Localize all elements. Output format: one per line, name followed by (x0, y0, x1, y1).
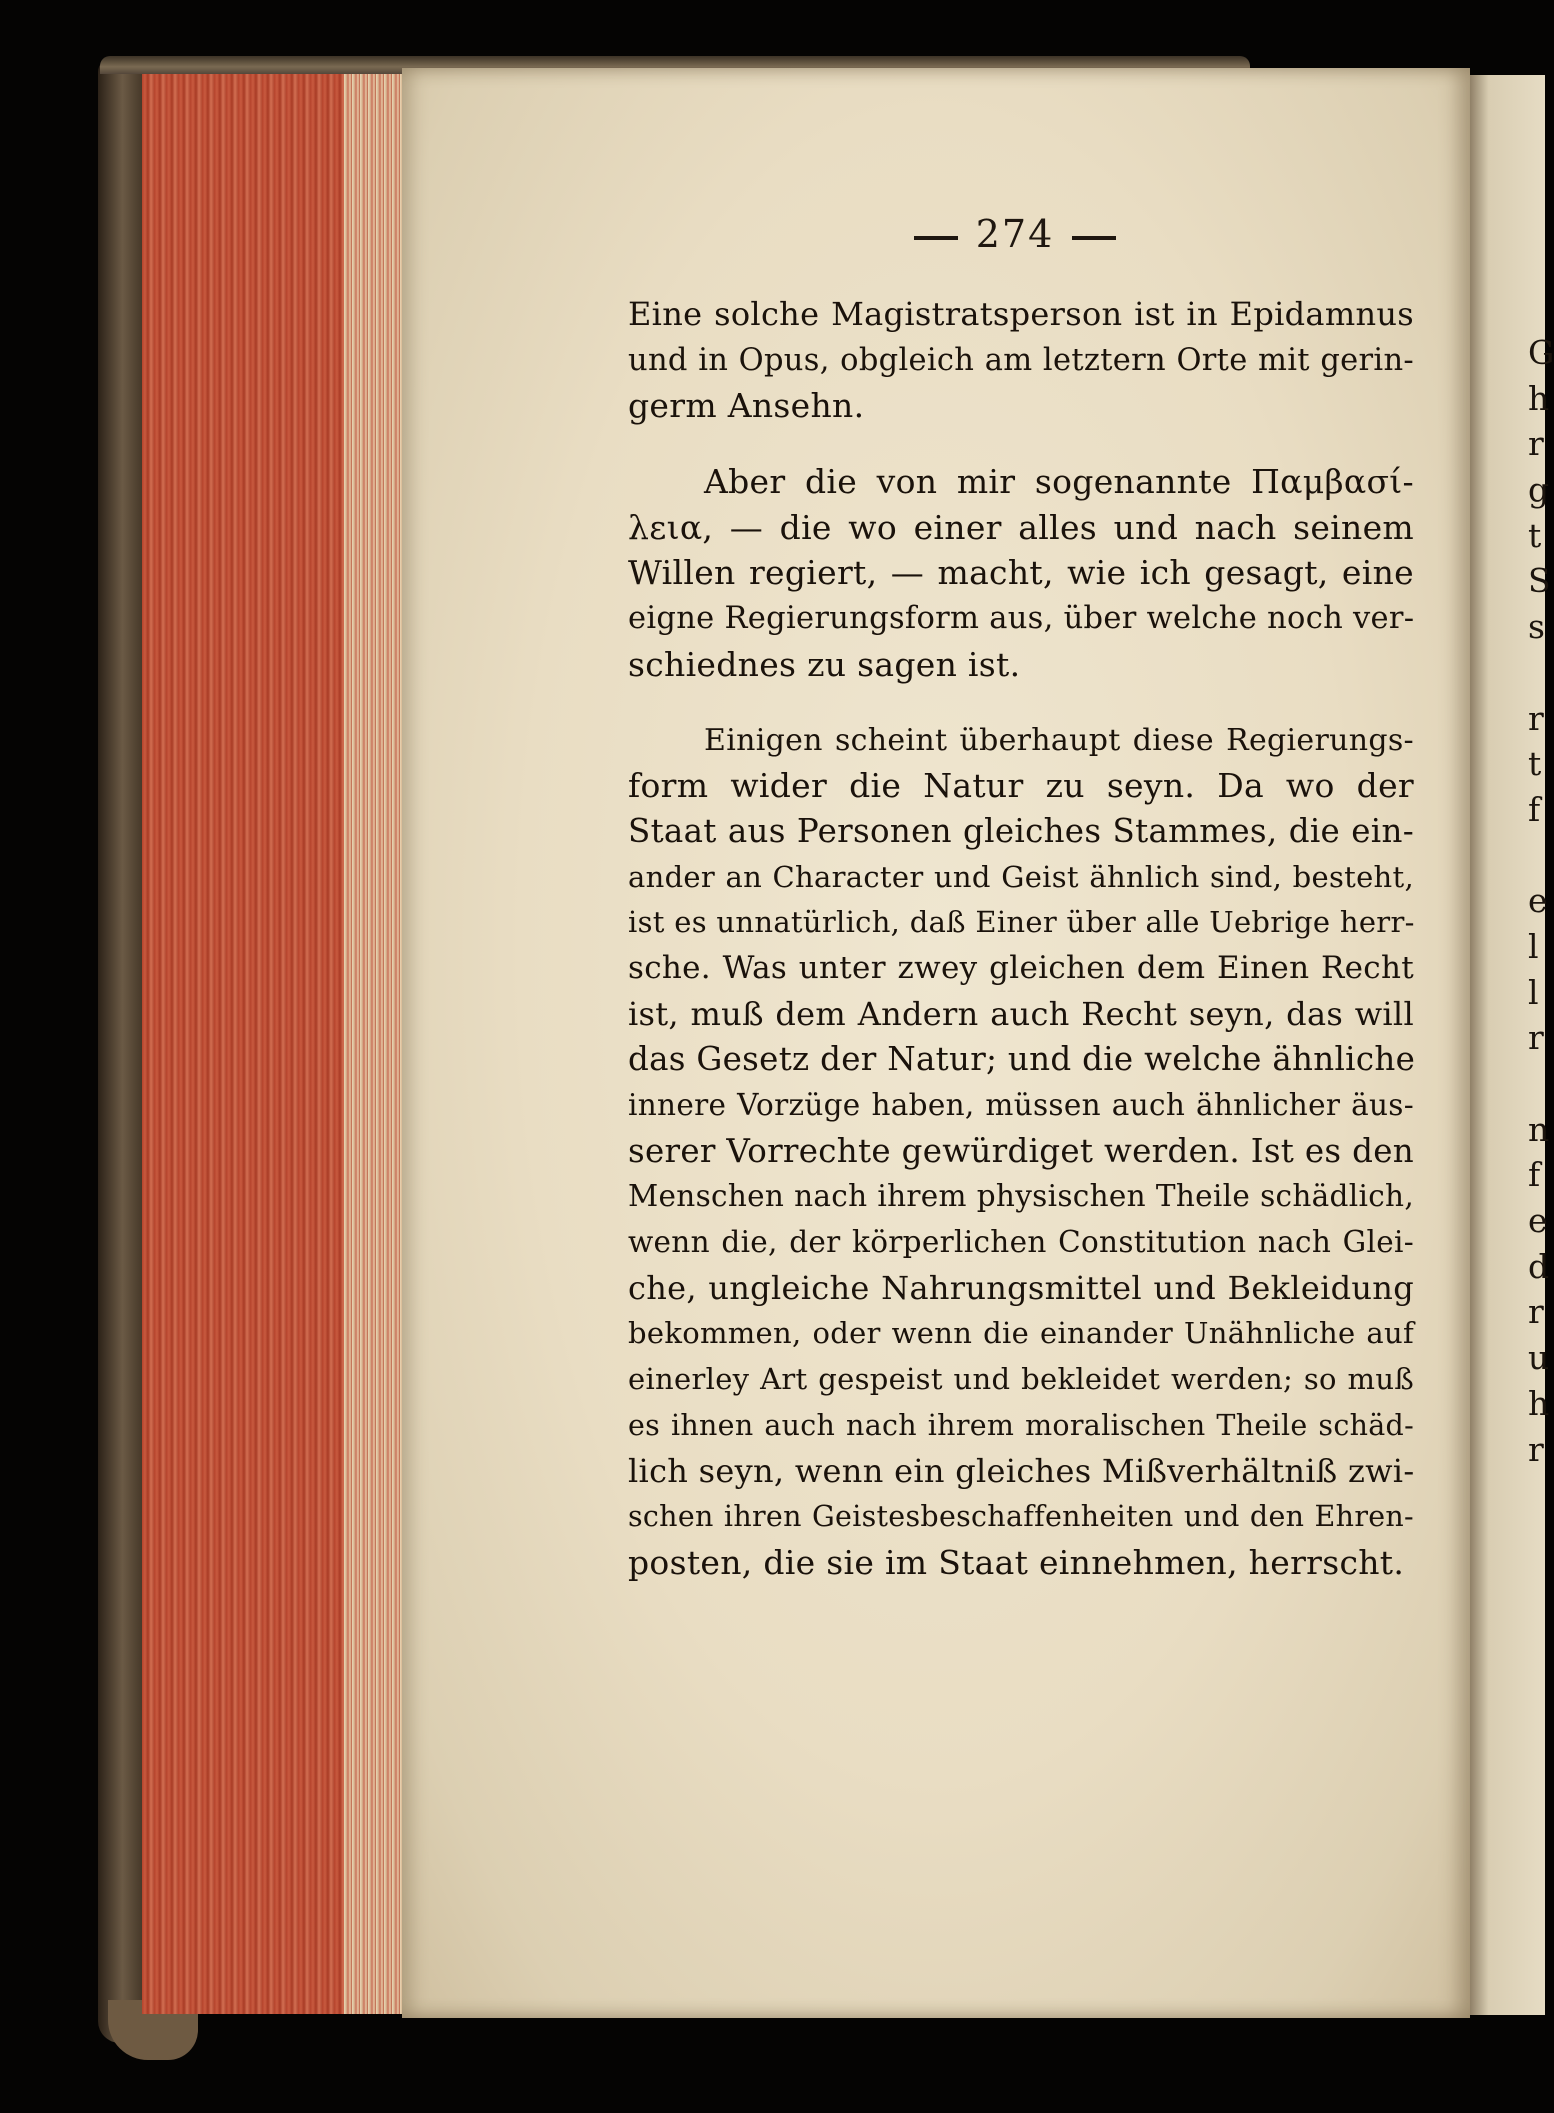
text-line: ist, muß dem Andern auch Recht seyn, das will (628, 994, 1414, 1033)
text-line: schen ihren Geistesbeschaffenheiten und den Ehren- (628, 1500, 1414, 1534)
text-line: Einigen scheint überhaupt diese Regierungs- (704, 722, 1414, 758)
paragraph-2 (628, 459, 1414, 687)
paragraph-1 (628, 292, 1414, 429)
text-line: einerley Art gespeist und bekleidet werden; so muß (628, 1362, 1414, 1397)
text-line: form wider die Natur zu seyn. Da wo der (628, 766, 1414, 806)
text-line: posten, die sie im Staat einnehmen, herrscht. (628, 1542, 1405, 1582)
fragment: e (1528, 1201, 1548, 1241)
dash-right (1072, 236, 1116, 240)
text-line: λεια, — die wo einer alles und nach seinem (628, 507, 1414, 547)
fragment: l (1528, 926, 1539, 966)
dash-left (914, 236, 958, 240)
facing-page-text-fragments (1528, 330, 1554, 1472)
fragment: t (1528, 744, 1542, 784)
fragment: S (1528, 561, 1551, 601)
text-line: und in Opus, obgleich am letztern Orte mit gerin- (628, 342, 1414, 378)
text-line: bekommen, oder wenn die einander Unähnliche auf (628, 1316, 1414, 1351)
fragment: h (1528, 1383, 1550, 1423)
text-line: eigne Regierungsform aus, über welche noch ver- (628, 601, 1415, 637)
fragment: r (1528, 1429, 1544, 1469)
fragment: f (1528, 789, 1541, 829)
fragment: r (1528, 1292, 1544, 1332)
fragment: e (1528, 881, 1548, 921)
fragment: g (1528, 470, 1550, 510)
paragraph-3 (628, 718, 1414, 1586)
fragment: t (1528, 515, 1542, 555)
text-line: Eine solche Magistratsperson ist in Epidamnus (628, 295, 1414, 333)
text-line: Menschen nach ihrem physischen Theile schädlich, (628, 1179, 1414, 1214)
text-line: ander an Character und Geist ähnlich sind, besteht, (628, 859, 1414, 894)
fragment: G (1528, 333, 1554, 372)
text-line: Willen regiert, — macht, wie ich gesagt, eine (628, 553, 1414, 593)
fragment (1528, 1061, 1545, 1107)
body-text (628, 292, 1414, 1586)
text-line: ist es unnatürlich, daß Einer über alle Uebrige herr- (628, 905, 1415, 940)
running-head (880, 212, 1150, 256)
text-line: innere Vorzüge haben, müssen auch ähnlicher äus- (628, 1088, 1414, 1122)
text-line: schiednes zu sagen ist. (628, 644, 1021, 684)
fragment: r (1528, 424, 1544, 464)
fragment (1528, 650, 1545, 696)
fragment: s (1528, 607, 1545, 647)
fragment: f (1528, 1155, 1541, 1195)
fragment (1528, 833, 1545, 879)
text-line: Aber die von mir sogenannte Παμβασί- (704, 462, 1414, 502)
fragment: u (1528, 1338, 1550, 1378)
text-line: sche. Was unter zwey gleichen dem Einen Recht (628, 949, 1414, 986)
text-line: das Gesetz der Natur; und die welche ähnliche (628, 1040, 1416, 1079)
text-line: serer Vorrechte gewürdiget werden. Ist es den (628, 1131, 1414, 1170)
text-line: Staat aus Personen gleiches Stammes, die ein- (628, 811, 1414, 850)
fragment: d (1528, 1246, 1550, 1286)
fragment: r (1528, 698, 1544, 738)
text-line: es ihnen auch nach ihrem moralischen Theile schäd- (628, 1408, 1414, 1442)
page-edges (142, 74, 404, 2014)
text-line: lich seyn, wenn ein gleiches Mißverhältniß zwi- (628, 1451, 1415, 1490)
page-number: 274 (975, 212, 1055, 256)
text-line: wenn die, der körperlichen Constitution nach Glei- (628, 1225, 1414, 1260)
text-line: germ Ansehn. (628, 386, 865, 426)
fragment: r (1528, 1018, 1544, 1058)
fragment: n (1528, 1109, 1550, 1149)
text-line: che, ungleiche Nahrungsmittel und Bekleidung (628, 1268, 1414, 1307)
fragment: h (1528, 378, 1550, 418)
fragment: l (1528, 972, 1539, 1012)
